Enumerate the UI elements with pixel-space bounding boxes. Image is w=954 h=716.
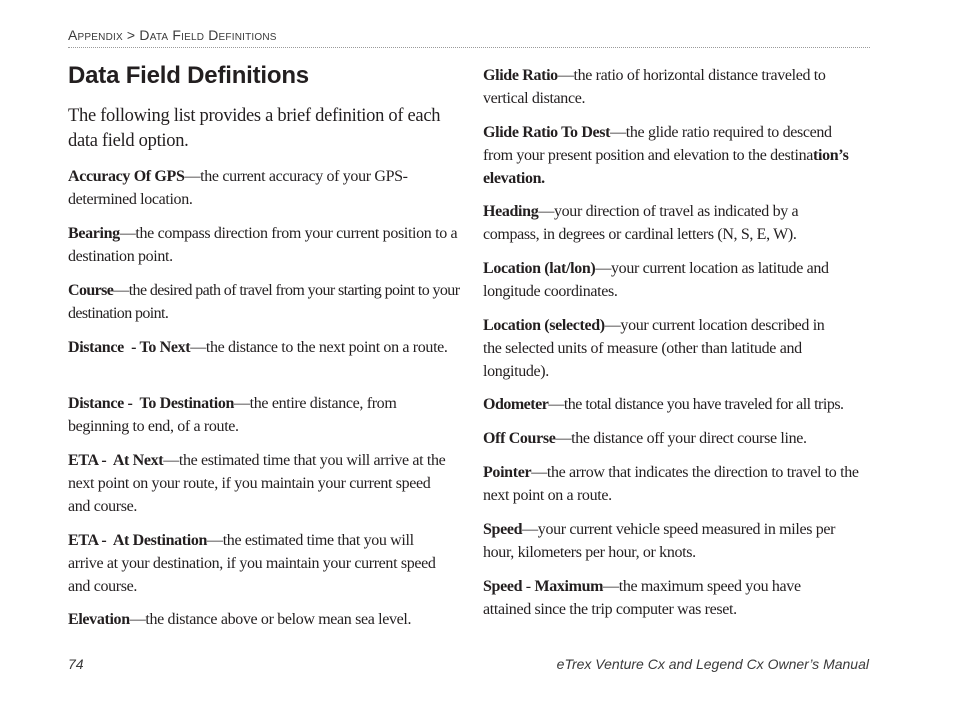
definition-text: —your direction of travel as indicated by a compass, in degrees or cardinal letters (N, S, E, W). [483,203,799,243]
term: Accuracy Of GPS [68,168,185,185]
breadcrumb-section: Appendix [68,27,123,43]
definition-text: —the estimated time that you will arrive at the next point on your route, if you maintain your current speed and course. [68,452,446,515]
term: Pointer [483,464,532,481]
definition-location-lat-lon [483,257,863,303]
definition-odometer [483,393,875,416]
term: ETA - At Destination [68,532,208,549]
breadcrumb-page: Data Field Definitions [139,27,277,43]
term: Heading [483,203,539,220]
term: Bearing [68,225,120,242]
definition-glide-ratio-to-dest [483,121,851,190]
definition-bearing [68,222,460,268]
page-number: 74 [68,656,84,672]
definition-distance-to-destination [68,392,438,438]
definition-text: —the maximum speed you have attained since the trip computer was reset. [483,578,801,618]
term: Glide Ratio To Dest [483,124,611,141]
term: ETA - At Next [68,452,164,469]
term: Location (lat/lon) [483,260,596,277]
definition-heading [483,200,843,246]
definition-text: —the current accuracy of your GPS-determined location. [68,168,408,208]
term: Speed [483,521,523,538]
definition-text: —your current location described in the selected units of measure (other than latitude and longitude). [483,317,825,380]
definition-accuracy-of-gps [68,165,438,211]
intro-paragraph: The following list provides a brief definition of each data field option. [68,106,441,151]
definition-location-selected [483,314,845,383]
term: Off Course [483,430,556,447]
definition-off-course [483,427,875,450]
definition-tail: tion’s elevation. [483,147,849,187]
definition-text: —your current location as latitude and longitude coordinates. [483,260,829,300]
definition-text: —the distance to the next point on a route. [190,339,448,356]
breadcrumb [68,27,870,48]
definition-text: —the total distance you have traveled for all trips. [548,396,844,413]
definition-speed [483,518,868,564]
definition-glide-ratio [483,64,863,110]
term: Elevation [68,611,130,628]
definition-eta-at-destination [68,529,443,598]
definition-text: —the distance off your direct course line. [555,430,807,447]
breadcrumb-separator: > [122,27,140,43]
definition-text: —the ratio of horizontal distance traveled to vertical distance. [483,67,826,107]
term: Location (selected) [483,317,605,334]
term: Course [68,282,114,299]
term: Distance - To Destination [68,395,235,412]
term: Distance - To Next [68,339,191,356]
definition-distance-to-next [68,336,448,359]
definition-text: —the desired path of travel from your starting point to your destination point. [68,282,460,322]
term: Odometer [483,396,549,413]
definition-text: —the distance above or below mean sea level. [129,611,412,628]
term: Speed [483,578,523,595]
term-part-two: Maximum [534,578,604,595]
definition-pointer [483,461,868,507]
definition-eta-at-next [68,449,453,518]
term-separator: - [522,578,535,595]
definition-text: —the compass direction from your current position to a destination point. [68,225,458,265]
definition-elevation [68,608,460,631]
page-title: Data Field Definitions [68,62,309,89]
definition-text: —the estimated time that you will arrive at your destination, if you maintain your current speed and course. [68,532,436,595]
definition-course [68,279,460,325]
term: Glide Ratio [483,67,558,84]
definition-text: —the arrow that indicates the direction to travel to the next point on a route. [483,464,859,504]
definition-text: —the entire distance, from beginning to end, of a route. [68,395,397,435]
manual-title: eTrex Venture Cx and Legend Cx Owner’s Manual [556,656,869,672]
definition-text: —the glide ratio required to descend from your present position and elevation to the destina [483,124,832,164]
definition-text: —your current vehicle speed measured in miles per hour, kilometers per hour, or knots. [483,521,836,561]
definition-speed-maximum [483,575,833,621]
